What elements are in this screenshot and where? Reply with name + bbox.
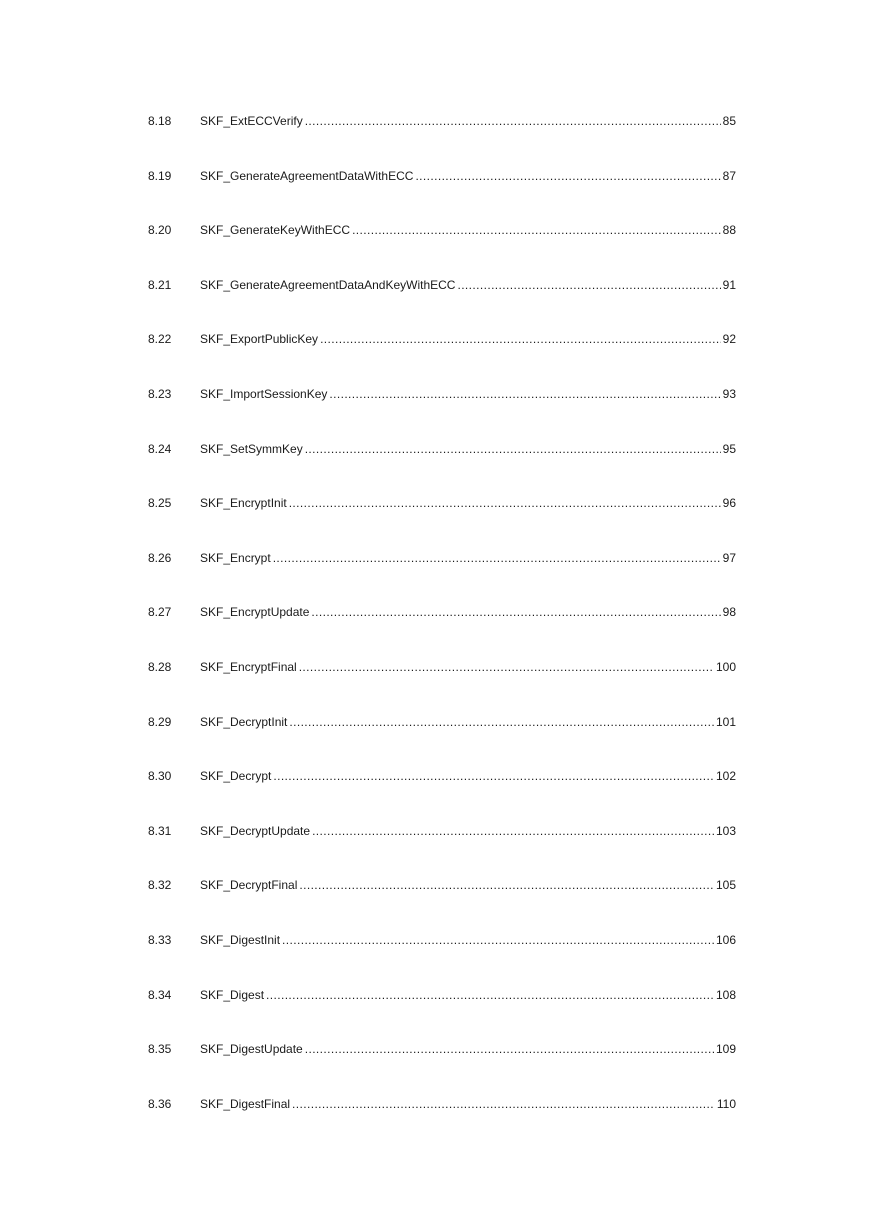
toc-entry-title: SKF_EncryptFinal: [200, 659, 297, 674]
toc-entry-page: 92: [722, 332, 736, 347]
toc-dot-leader: [266, 986, 714, 1004]
toc-entry-8-33[interactable]: [148, 931, 736, 986]
toc-entry-title: SKF_Decrypt: [200, 769, 272, 784]
toc-entry-8-35[interactable]: [148, 1040, 736, 1095]
toc-entry-title: SKF_DecryptUpdate: [200, 823, 311, 838]
toc-entry-page: 100: [715, 659, 736, 674]
toc-entry-page: 98: [722, 605, 736, 620]
toc-entry-page: 102: [715, 769, 736, 784]
toc-entry-page: 95: [722, 441, 736, 456]
toc-entry-number: 8.34: [148, 987, 172, 1002]
toc-entry-page: 93: [722, 386, 736, 401]
toc-entry-8-24[interactable]: [148, 440, 736, 495]
toc-entry-8-28[interactable]: [148, 658, 736, 713]
toc-dot-leader: [299, 658, 714, 676]
toc-dot-leader: [292, 1095, 715, 1113]
toc-dot-leader: [312, 822, 714, 840]
toc-entry-page: 109: [715, 1042, 736, 1057]
toc-dot-leader: [273, 549, 721, 567]
toc-entry-page: 110: [716, 1096, 736, 1111]
toc-entry-page: 105: [715, 878, 736, 893]
toc-dot-leader: [320, 330, 721, 348]
toc-entry-8-25[interactable]: [148, 494, 736, 549]
toc-entry-number: 8.19: [148, 168, 172, 183]
toc-dot-leader: [457, 276, 720, 294]
toc-entry-number: 8.33: [148, 932, 172, 947]
toc-dot-leader: [311, 603, 720, 621]
toc-entry-page: 103: [715, 823, 736, 838]
toc-dot-leader: [305, 1040, 714, 1058]
toc-entry-number: 8.20: [148, 223, 172, 238]
toc-entry-title: SKF_DigestInit: [200, 932, 281, 947]
toc-entry-number: 8.18: [148, 114, 172, 128]
toc-entry-number: 8.30: [148, 769, 172, 784]
toc-entry-number: 8.22: [148, 332, 172, 347]
toc-dot-leader: [352, 221, 721, 239]
toc-entry-number: 8.31: [148, 823, 172, 838]
toc-dot-leader: [282, 931, 714, 949]
toc-entry-8-27[interactable]: [148, 603, 736, 658]
toc-entry-title: SKF_EncryptInit: [200, 496, 287, 511]
toc-entry-title: SKF_EncryptUpdate: [200, 605, 310, 620]
toc-entry-number: 8.23: [148, 386, 172, 401]
toc-entry-8-18[interactable]: [148, 112, 736, 167]
toc-entry-8-20[interactable]: [148, 221, 736, 276]
toc-entry-page: 88: [722, 223, 736, 238]
toc-entry-8-31[interactable]: [148, 822, 736, 877]
toc-entry-8-26[interactable]: [148, 549, 736, 604]
toc-entry-page: 85: [722, 114, 736, 128]
toc-entry-8-36[interactable]: [148, 1095, 736, 1150]
toc-entry-8-21[interactable]: [148, 276, 736, 331]
toc-dot-leader: [415, 167, 720, 185]
toc-dot-leader: [329, 385, 720, 403]
toc-entry-number: 8.27: [148, 605, 172, 620]
toc-entry-8-23[interactable]: [148, 385, 736, 440]
toc-entry-number: 8.29: [148, 714, 172, 729]
toc-entry-title: SKF_ExtECCVerify: [200, 114, 303, 128]
toc-dot-leader: [305, 440, 721, 458]
toc-entry-8-32[interactable]: [148, 876, 736, 931]
toc-entry-page: 101: [715, 714, 736, 729]
toc-entry-page: 91: [722, 277, 736, 292]
toc-entry-8-30[interactable]: [148, 767, 736, 822]
toc-entry-page: 96: [722, 496, 736, 511]
toc-dot-leader: [289, 494, 721, 512]
toc-entry-number: 8.35: [148, 1042, 172, 1057]
toc-entry-title: SKF_SetSymmKey: [200, 441, 303, 456]
toc-entry-number: 8.26: [148, 550, 172, 565]
toc-entry-number: 8.24: [148, 441, 172, 456]
toc-entry-page: 106: [715, 932, 736, 947]
toc-entry-title: SKF_Digest: [200, 987, 265, 1002]
toc-entry-page: 87: [722, 168, 736, 183]
toc-dot-leader: [289, 713, 714, 731]
toc-entry-title: SKF_DigestUpdate: [200, 1042, 303, 1057]
toc-entry-number: 8.36: [148, 1096, 172, 1111]
toc-entry-title: SKF_GenerateAgreementDataAndKeyWithECC: [200, 277, 456, 292]
toc-entry-title: SKF_DecryptFinal: [200, 878, 298, 893]
toc-entry-title: SKF_Encrypt: [200, 550, 271, 565]
toc-entry-title: SKF_ImportSessionKey: [200, 386, 328, 401]
toc-entry-title: SKF_DigestFinal: [200, 1096, 291, 1111]
toc-dot-leader: [273, 767, 714, 785]
toc-entry-number: 8.25: [148, 496, 172, 511]
toc-entry-page: 97: [722, 550, 736, 565]
table-of-contents: [148, 112, 736, 1149]
toc-entry-number: 8.32: [148, 878, 172, 893]
toc-dot-leader: [299, 876, 714, 894]
toc-entry-8-34[interactable]: [148, 986, 736, 1041]
toc-entry-8-29[interactable]: [148, 713, 736, 768]
toc-entry-title: SKF_DecryptInit: [200, 714, 288, 729]
toc-entry-8-19[interactable]: [148, 167, 736, 222]
toc-dot-leader: [305, 112, 721, 130]
toc-entry-8-22[interactable]: [148, 330, 736, 385]
toc-entry-number: 8.28: [148, 659, 172, 674]
toc-entry-title: SKF_GenerateKeyWithECC: [200, 223, 351, 238]
toc-entry-page: 108: [715, 987, 736, 1002]
toc-entry-title: SKF_GenerateAgreementDataWithECC: [200, 168, 414, 183]
toc-entry-number: 8.21: [148, 277, 172, 292]
toc-entry-title: SKF_ExportPublicKey: [200, 332, 319, 347]
